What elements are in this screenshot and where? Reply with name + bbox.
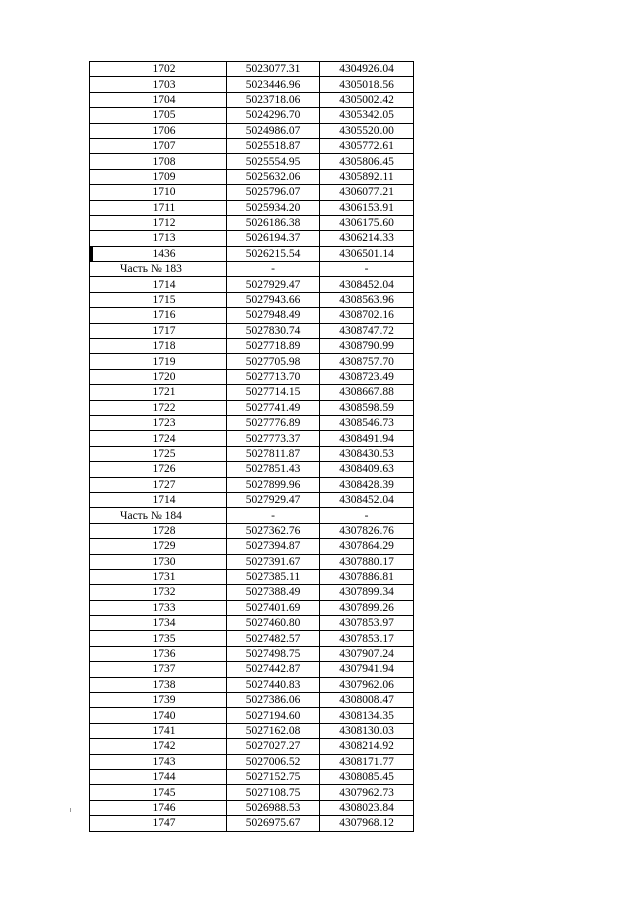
table-row — [90, 554, 414, 569]
x-coordinate-cell: 5025554.95 — [227, 154, 320, 169]
table-row — [90, 277, 414, 292]
x-coordinate-cell: 5027482.57 — [227, 631, 320, 646]
table-row — [90, 616, 414, 631]
point-id-cell: 1715 — [90, 292, 227, 307]
point-id-cell: 1745 — [90, 785, 227, 800]
table-row — [90, 677, 414, 692]
point-id-cell: 1718 — [90, 339, 227, 354]
x-coordinate-cell: 5027943.66 — [227, 292, 320, 307]
x-coordinate-cell: 5027386.06 — [227, 693, 320, 708]
x-coordinate-cell: 5027776.89 — [227, 415, 320, 430]
table-row — [90, 369, 414, 384]
point-id-cell: 1742 — [90, 739, 227, 754]
point-id-cell: 1730 — [90, 554, 227, 569]
y-coordinate-cell: 4305342.05 — [320, 108, 414, 123]
point-id-cell: 1725 — [90, 446, 227, 461]
y-coordinate-cell: 4306077.21 — [320, 185, 414, 200]
x-coordinate-cell: 5027718.89 — [227, 339, 320, 354]
x-coordinate-cell: 5026988.53 — [227, 800, 320, 815]
table-row — [90, 816, 414, 831]
x-coordinate-cell: 5027830.74 — [227, 323, 320, 338]
x-coordinate-cell: 5027394.87 — [227, 539, 320, 554]
y-coordinate-cell: - — [320, 508, 414, 523]
y-coordinate-cell: 4308702.16 — [320, 308, 414, 323]
table-row — [90, 154, 414, 169]
point-id-cell: 1731 — [90, 569, 227, 584]
y-coordinate-cell: 4308409.63 — [320, 462, 414, 477]
point-id-cell: 1735 — [90, 631, 227, 646]
y-coordinate-cell: 4308171.77 — [320, 754, 414, 769]
table-row — [90, 292, 414, 307]
y-coordinate-cell: 4308214.92 — [320, 739, 414, 754]
x-coordinate-cell: 5027705.98 — [227, 354, 320, 369]
table-row — [90, 708, 414, 723]
y-coordinate-cell: 4304926.04 — [320, 62, 414, 77]
table-row — [90, 62, 414, 77]
x-coordinate-cell: 5027741.49 — [227, 400, 320, 415]
table-row — [90, 200, 414, 215]
x-coordinate-cell: 5027714.15 — [227, 385, 320, 400]
point-id-cell: 1747 — [90, 816, 227, 831]
x-coordinate-cell: 5027948.49 — [227, 308, 320, 323]
coordinates-table — [89, 61, 414, 832]
point-id-cell: 1709 — [90, 169, 227, 184]
x-coordinate-cell: 5025934.20 — [227, 200, 320, 215]
y-coordinate-cell: 4307907.24 — [320, 646, 414, 661]
x-coordinate-cell: 5027006.52 — [227, 754, 320, 769]
point-id-cell: 1436 — [90, 246, 227, 261]
point-id-cell: 1741 — [90, 723, 227, 738]
y-coordinate-cell: 4306175.60 — [320, 215, 414, 230]
x-coordinate-cell: 5027362.76 — [227, 523, 320, 538]
table-row — [90, 108, 414, 123]
table-row — [90, 92, 414, 107]
table-row — [90, 785, 414, 800]
point-id-cell: 1717 — [90, 323, 227, 338]
table-row — [90, 646, 414, 661]
point-id-cell: 1726 — [90, 462, 227, 477]
x-coordinate-cell: 5027811.87 — [227, 446, 320, 461]
point-id-cell: 1708 — [90, 154, 227, 169]
point-id-cell: 1707 — [90, 138, 227, 153]
x-coordinate-cell: 5027929.47 — [227, 492, 320, 507]
y-coordinate-cell: 4305018.56 — [320, 77, 414, 92]
table-row — [90, 385, 414, 400]
y-coordinate-cell: 4308428.39 — [320, 477, 414, 492]
y-coordinate-cell: 4307880.17 — [320, 554, 414, 569]
point-id-cell: 1736 — [90, 646, 227, 661]
table-row — [90, 400, 414, 415]
point-id-cell: 1733 — [90, 600, 227, 615]
table-row — [90, 600, 414, 615]
table-row — [90, 492, 414, 507]
y-coordinate-cell: 4308491.94 — [320, 431, 414, 446]
x-coordinate-cell: 5027152.75 — [227, 769, 320, 784]
y-coordinate-cell: 4308723.49 — [320, 369, 414, 384]
y-coordinate-cell: 4305520.00 — [320, 123, 414, 138]
point-id-cell: 1719 — [90, 354, 227, 369]
y-coordinate-cell: 4306501.14 — [320, 246, 414, 261]
x-coordinate-cell: 5027391.67 — [227, 554, 320, 569]
y-coordinate-cell: 4307941.94 — [320, 662, 414, 677]
point-id-cell: 1720 — [90, 369, 227, 384]
y-coordinate-cell: 4308430.53 — [320, 446, 414, 461]
x-coordinate-cell: 5023446.96 — [227, 77, 320, 92]
table-row — [90, 477, 414, 492]
y-coordinate-cell: 4307968.12 — [320, 816, 414, 831]
table-row — [90, 123, 414, 138]
x-coordinate-cell: - — [227, 508, 320, 523]
point-id-cell: 1712 — [90, 215, 227, 230]
point-id-cell: 1746 — [90, 800, 227, 815]
point-id-cell: 1740 — [90, 708, 227, 723]
y-coordinate-cell: 4308023.84 — [320, 800, 414, 815]
y-coordinate-cell: 4307864.29 — [320, 539, 414, 554]
table-row — [90, 585, 414, 600]
point-id-cell: 1711 — [90, 200, 227, 215]
x-coordinate-cell: 5027498.75 — [227, 646, 320, 661]
point-id-cell: 1732 — [90, 585, 227, 600]
y-coordinate-cell: 4308747.72 — [320, 323, 414, 338]
table-row — [90, 523, 414, 538]
point-id-cell: 1703 — [90, 77, 227, 92]
table-row — [90, 800, 414, 815]
y-coordinate-cell: 4308757.70 — [320, 354, 414, 369]
y-coordinate-cell: 4307899.34 — [320, 585, 414, 600]
y-coordinate-cell: 4305892.11 — [320, 169, 414, 184]
point-id-cell: 1738 — [90, 677, 227, 692]
table-row — [90, 539, 414, 554]
table-row — [90, 415, 414, 430]
y-coordinate-cell: 4307899.26 — [320, 600, 414, 615]
point-id-cell: 1714 — [90, 277, 227, 292]
point-id-cell: 1743 — [90, 754, 227, 769]
point-id-cell: 1714 — [90, 492, 227, 507]
x-coordinate-cell: 5027027.27 — [227, 739, 320, 754]
y-coordinate-cell: 4308085.45 — [320, 769, 414, 784]
y-coordinate-cell: - — [320, 262, 414, 277]
x-coordinate-cell: 5027440.83 — [227, 677, 320, 692]
x-coordinate-cell: 5027401.69 — [227, 600, 320, 615]
table-row — [90, 354, 414, 369]
point-id-cell: 1744 — [90, 769, 227, 784]
table-row — [90, 754, 414, 769]
x-coordinate-cell: 5026194.37 — [227, 231, 320, 246]
x-coordinate-cell: 5023077.31 — [227, 62, 320, 77]
point-id-cell: 1721 — [90, 385, 227, 400]
point-id-cell: 1705 — [90, 108, 227, 123]
x-coordinate-cell: 5027773.37 — [227, 431, 320, 446]
table-row — [90, 631, 414, 646]
x-coordinate-cell: 5026215.54 — [227, 246, 320, 261]
y-coordinate-cell: 4308452.04 — [320, 277, 414, 292]
x-coordinate-cell: 5025632.06 — [227, 169, 320, 184]
y-coordinate-cell: 4305772.61 — [320, 138, 414, 153]
y-coordinate-cell: 4308008.47 — [320, 693, 414, 708]
x-coordinate-cell: 5027851.43 — [227, 462, 320, 477]
y-coordinate-cell: 4307886.81 — [320, 569, 414, 584]
x-coordinate-cell: 5024986.07 — [227, 123, 320, 138]
table-row — [90, 77, 414, 92]
point-id-cell: 1728 — [90, 523, 227, 538]
x-coordinate-cell: - — [227, 262, 320, 277]
y-coordinate-cell: 4308790.99 — [320, 339, 414, 354]
table-row — [90, 569, 414, 584]
point-id-cell: 1704 — [90, 92, 227, 107]
point-id-cell: 1734 — [90, 616, 227, 631]
table-row — [90, 215, 414, 230]
table-row — [90, 231, 414, 246]
y-coordinate-cell: 4305806.45 — [320, 154, 414, 169]
y-coordinate-cell: 4308546.73 — [320, 415, 414, 430]
table-row — [90, 138, 414, 153]
y-coordinate-cell: 4306153.91 — [320, 200, 414, 215]
table-row — [90, 339, 414, 354]
x-coordinate-cell: 5027194.60 — [227, 708, 320, 723]
table-row — [90, 462, 414, 477]
y-coordinate-cell: 4308130.03 — [320, 723, 414, 738]
table-row — [90, 169, 414, 184]
y-coordinate-cell: 4307853.97 — [320, 616, 414, 631]
table-row — [90, 308, 414, 323]
table-row — [90, 693, 414, 708]
table-row — [90, 739, 414, 754]
part-header-row — [90, 262, 414, 277]
table-row — [90, 185, 414, 200]
x-coordinate-cell: 5025796.07 — [227, 185, 320, 200]
y-coordinate-cell: 4307853.17 — [320, 631, 414, 646]
point-id-cell: 1716 — [90, 308, 227, 323]
table-row — [90, 769, 414, 784]
point-id-cell: 1722 — [90, 400, 227, 415]
x-coordinate-cell: 5023718.06 — [227, 92, 320, 107]
y-coordinate-cell: 4307962.73 — [320, 785, 414, 800]
y-coordinate-cell: 4307826.76 — [320, 523, 414, 538]
point-id-cell: 1739 — [90, 693, 227, 708]
x-coordinate-cell: 5026975.67 — [227, 816, 320, 831]
point-id-cell: 1706 — [90, 123, 227, 138]
y-coordinate-cell: 4306214.33 — [320, 231, 414, 246]
x-coordinate-cell: 5027162.08 — [227, 723, 320, 738]
point-id-cell: 1737 — [90, 662, 227, 677]
point-id-cell: 1724 — [90, 431, 227, 446]
y-coordinate-cell: 4308563.96 — [320, 292, 414, 307]
point-id-cell: 1727 — [90, 477, 227, 492]
y-coordinate-cell: 4308598.59 — [320, 400, 414, 415]
x-coordinate-cell: 5027713.70 — [227, 369, 320, 384]
x-coordinate-cell: 5027108.75 — [227, 785, 320, 800]
table-row — [90, 246, 414, 261]
x-coordinate-cell: 5024296.70 — [227, 108, 320, 123]
coordinates-table-body — [90, 62, 414, 832]
table-row — [90, 323, 414, 338]
x-coordinate-cell: 5026186.38 — [227, 215, 320, 230]
point-id-cell: 1713 — [90, 231, 227, 246]
part-header-row — [90, 508, 414, 523]
y-coordinate-cell: 4305002.42 — [320, 92, 414, 107]
table-row — [90, 431, 414, 446]
table-row — [90, 662, 414, 677]
y-coordinate-cell: 4308134.35 — [320, 708, 414, 723]
part-label-cell: Часть № 184 — [90, 508, 227, 523]
x-coordinate-cell: 5027899.96 — [227, 477, 320, 492]
y-coordinate-cell: 4307962.06 — [320, 677, 414, 692]
x-coordinate-cell: 5027929.47 — [227, 277, 320, 292]
point-id-cell: 1729 — [90, 539, 227, 554]
point-id-cell: 1723 — [90, 415, 227, 430]
scan-speck — [70, 808, 71, 812]
x-coordinate-cell: 5027460.80 — [227, 616, 320, 631]
point-id-cell: 1702 — [90, 62, 227, 77]
x-coordinate-cell: 5027442.87 — [227, 662, 320, 677]
point-id-cell: 1710 — [90, 185, 227, 200]
x-coordinate-cell: 5025518.87 — [227, 138, 320, 153]
part-label-cell: Часть № 183 — [90, 262, 227, 277]
y-coordinate-cell: 4308667.88 — [320, 385, 414, 400]
x-coordinate-cell: 5027385.11 — [227, 569, 320, 584]
table-row — [90, 723, 414, 738]
table-row — [90, 446, 414, 461]
x-coordinate-cell: 5027388.49 — [227, 585, 320, 600]
y-coordinate-cell: 4308452.04 — [320, 492, 414, 507]
